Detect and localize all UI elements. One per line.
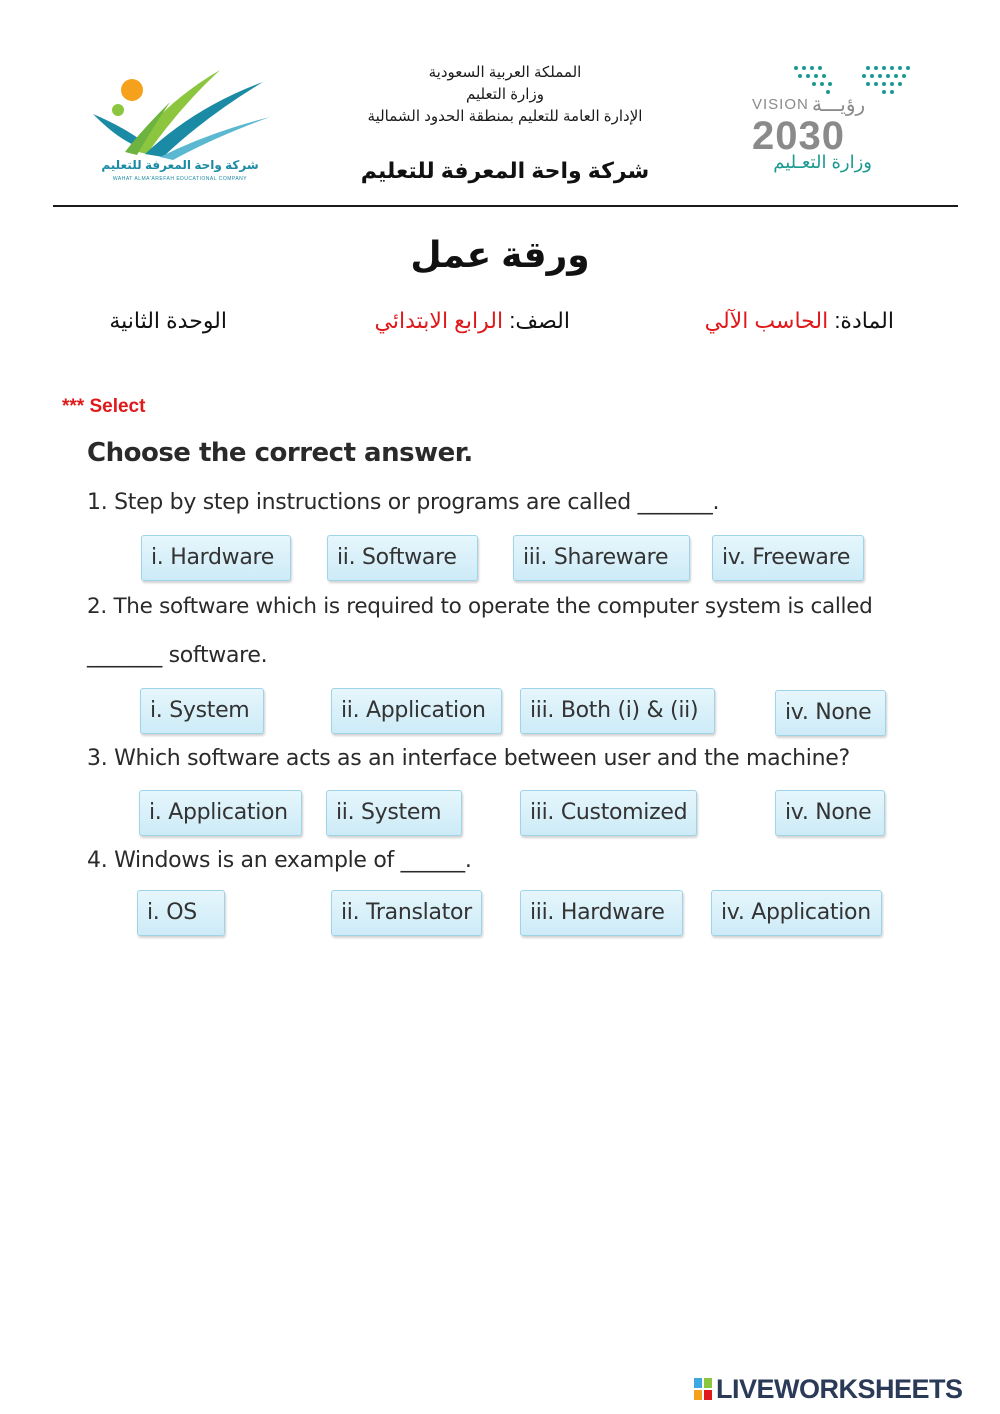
grade-label: الصف: bbox=[509, 308, 570, 333]
question-4-text: 4. Windows is an example of ______. bbox=[87, 848, 472, 873]
subject-label: المادة: bbox=[834, 308, 894, 333]
vision-label: VISION bbox=[752, 96, 809, 113]
q4-option-4[interactable]: iv. Application bbox=[711, 890, 882, 936]
header-divider bbox=[53, 205, 958, 207]
q3-option-4[interactable]: iv. None bbox=[775, 790, 885, 836]
q3-option-1[interactable]: i. Application bbox=[139, 790, 302, 836]
company-logo-text-ar: شركة واحة المعرفة للتعليم bbox=[101, 158, 259, 172]
q4-option-2[interactable]: ii. Translator bbox=[331, 890, 482, 936]
q2-option-4[interactable]: iv. None bbox=[775, 690, 886, 736]
q2-option-2[interactable]: ii. Application bbox=[331, 688, 502, 734]
subject-info bbox=[705, 308, 894, 334]
ruya-label: رؤيـــة bbox=[812, 94, 866, 116]
header-lines bbox=[300, 62, 710, 128]
header-line-ministry: وزارة التعليم bbox=[466, 86, 544, 103]
grade-value: الرابع الابتدائي bbox=[374, 308, 504, 333]
q1-option-1[interactable]: i. Hardware bbox=[141, 535, 291, 581]
unit-label: الوحدة الثانية bbox=[109, 308, 227, 333]
q4-option-3[interactable]: iii. Hardware bbox=[520, 890, 683, 936]
q2-option-3[interactable]: iii. Both (i) & (ii) bbox=[520, 688, 715, 734]
question-2-text-line2: _______ software. bbox=[87, 643, 268, 668]
liveworksheets-logo-icon bbox=[694, 1378, 712, 1400]
select-instruction: *** Select bbox=[62, 396, 146, 417]
q2-option-1[interactable]: i. System bbox=[140, 688, 264, 734]
q3-option-2[interactable]: ii. System bbox=[326, 790, 462, 836]
header-line-administration: الإدارة العامة للتعليم بمنطقة الحدود الشمالية bbox=[367, 108, 643, 125]
q1-option-3[interactable]: iii. Shareware bbox=[513, 535, 690, 581]
company-logo-text-en: WAHAT ALMA'AREFAH EDUCATIONAL COMPANY bbox=[112, 176, 248, 182]
vision-year: 2030 bbox=[752, 114, 845, 158]
header-line-country: المملكة العربية السعودية bbox=[428, 64, 582, 81]
q4-option-1[interactable]: i. OS bbox=[137, 890, 225, 936]
question-3-text: 3. Which software acts as an interface between user and the machine? bbox=[87, 746, 850, 771]
question-1-text: 1. Step by step instructions or programs are called _______. bbox=[87, 490, 720, 515]
grade-info bbox=[375, 308, 570, 334]
q1-option-4[interactable]: iv. Freeware bbox=[712, 535, 864, 581]
question-2-text: 2. The software which is required to operate the computer system is called bbox=[87, 594, 873, 619]
company-name: شركة واحة المعرفة للتعليم bbox=[360, 158, 650, 183]
liveworksheets-brand: LIVEWORKSHEETS bbox=[716, 1374, 963, 1404]
q3-option-3[interactable]: iii. Customized bbox=[520, 790, 697, 836]
page-title: ورقة عمل bbox=[410, 234, 590, 275]
unit-info bbox=[109, 308, 227, 334]
ministry-logo-text: وزارة التعـليم bbox=[773, 152, 872, 172]
q1-option-2[interactable]: ii. Software bbox=[327, 535, 478, 581]
subject-value: الحاسب الآلي bbox=[704, 308, 829, 333]
worksheet-heading: Choose the correct answer. bbox=[87, 438, 473, 468]
